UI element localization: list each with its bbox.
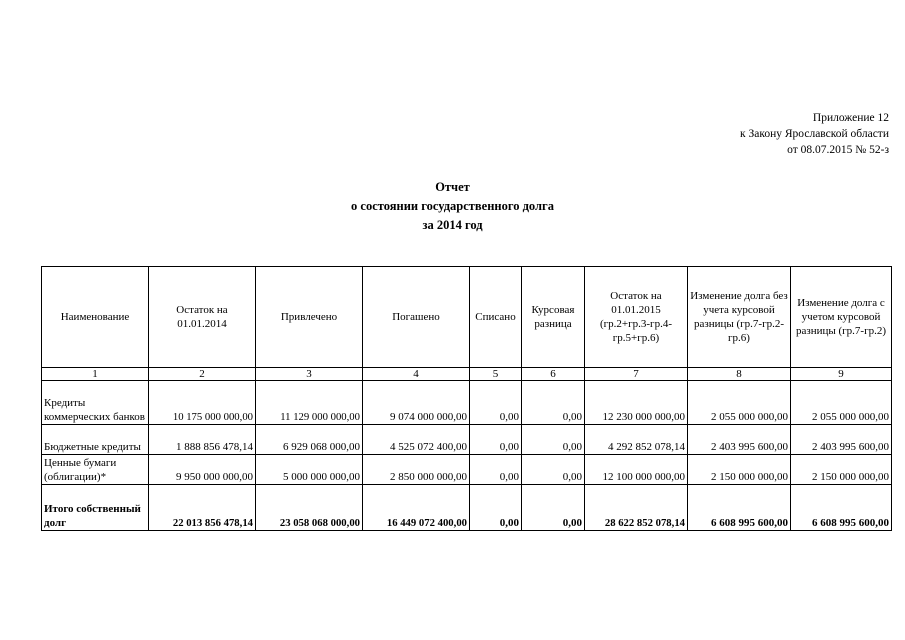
cell-value: 4 292 852 078,14 <box>585 425 688 455</box>
header-balance-2015: Остаток на 01.01.2015 (гр.2+гр.3-гр.4-гр.5+гр.6) <box>585 267 688 368</box>
cell-value: 0,00 <box>522 381 585 425</box>
column-number: 7 <box>585 368 688 381</box>
column-number: 5 <box>470 368 522 381</box>
table-row <box>42 455 892 485</box>
header-exchange-diff: Курсовая разница <box>522 267 585 368</box>
cell-value: 2 150 000 000,00 <box>791 455 892 485</box>
header-repaid: Погашено <box>363 267 470 368</box>
cell-value: 4 525 072 400,00 <box>363 425 470 455</box>
column-number: 1 <box>42 368 149 381</box>
column-number: 4 <box>363 368 470 381</box>
annex-line-3: от 08.07.2015 № 52-з <box>787 144 889 156</box>
cell-value: 0,00 <box>470 381 522 425</box>
cell-value: 0,00 <box>470 455 522 485</box>
cell-value: 0,00 <box>522 485 585 531</box>
debt-report-table <box>41 266 892 531</box>
cell-value: 2 055 000 000,00 <box>688 381 791 425</box>
header-written-off: Списано <box>470 267 522 368</box>
column-number: 9 <box>791 368 892 381</box>
column-number: 3 <box>256 368 363 381</box>
row-name: Бюджетные кредиты <box>42 425 149 455</box>
report-title <box>0 178 905 235</box>
row-name: Итого собственный долг <box>42 485 149 531</box>
column-number: 8 <box>688 368 791 381</box>
cell-value: 12 100 000 000,00 <box>585 455 688 485</box>
header-change-without-fx: Изменение долга без учета курсовой разницы (гр.7-гр.2-гр.6) <box>688 267 791 368</box>
annex-line-1: Приложение 12 <box>812 112 889 124</box>
cell-value: 6 608 995 600,00 <box>688 485 791 531</box>
header-raised: Привлечено <box>256 267 363 368</box>
cell-value: 16 449 072 400,00 <box>363 485 470 531</box>
table-row <box>42 425 892 455</box>
total-row <box>42 485 892 531</box>
cell-value: 2 850 000 000,00 <box>363 455 470 485</box>
cell-value: 9 074 000 000,00 <box>363 381 470 425</box>
column-number-row <box>42 368 892 381</box>
column-number: 2 <box>149 368 256 381</box>
header-name: Наименование <box>42 267 149 368</box>
annex-line-2: к Закону Ярославской области <box>740 128 889 140</box>
cell-value: 0,00 <box>470 425 522 455</box>
cell-value: 12 230 000 000,00 <box>585 381 688 425</box>
cell-value: 10 175 000 000,00 <box>149 381 256 425</box>
cell-value: 5 000 000 000,00 <box>256 455 363 485</box>
cell-value: 0,00 <box>470 485 522 531</box>
row-name: Кредиты коммерческих банков <box>42 381 149 425</box>
header-row <box>42 267 892 368</box>
cell-value: 2 403 995 600,00 <box>791 425 892 455</box>
cell-value: 6 608 995 600,00 <box>791 485 892 531</box>
cell-value: 2 403 995 600,00 <box>688 425 791 455</box>
cell-value: 6 929 068 000,00 <box>256 425 363 455</box>
cell-value: 28 622 852 078,14 <box>585 485 688 531</box>
cell-value: 11 129 000 000,00 <box>256 381 363 425</box>
table-row <box>42 381 892 425</box>
title-line-2: о состоянии государственного долга <box>351 199 554 213</box>
cell-value: 2 055 000 000,00 <box>791 381 892 425</box>
cell-value: 0,00 <box>522 425 585 455</box>
cell-value: 2 150 000 000,00 <box>688 455 791 485</box>
cell-value: 0,00 <box>522 455 585 485</box>
annex-block <box>740 110 889 158</box>
column-number: 6 <box>522 368 585 381</box>
row-name: Ценные бумаги (облигации)* <box>42 455 149 485</box>
header-change-with-fx: Изменение долга с учетом курсовой разницы (гр.7-гр.2) <box>791 267 892 368</box>
cell-value: 22 013 856 478,14 <box>149 485 256 531</box>
cell-value: 23 058 068 000,00 <box>256 485 363 531</box>
title-line-3: за 2014 год <box>422 218 483 232</box>
header-balance-2014: Остаток на 01.01.2014 <box>149 267 256 368</box>
cell-value: 1 888 856 478,14 <box>149 425 256 455</box>
title-line-1: Отчет <box>435 180 470 194</box>
cell-value: 9 950 000 000,00 <box>149 455 256 485</box>
